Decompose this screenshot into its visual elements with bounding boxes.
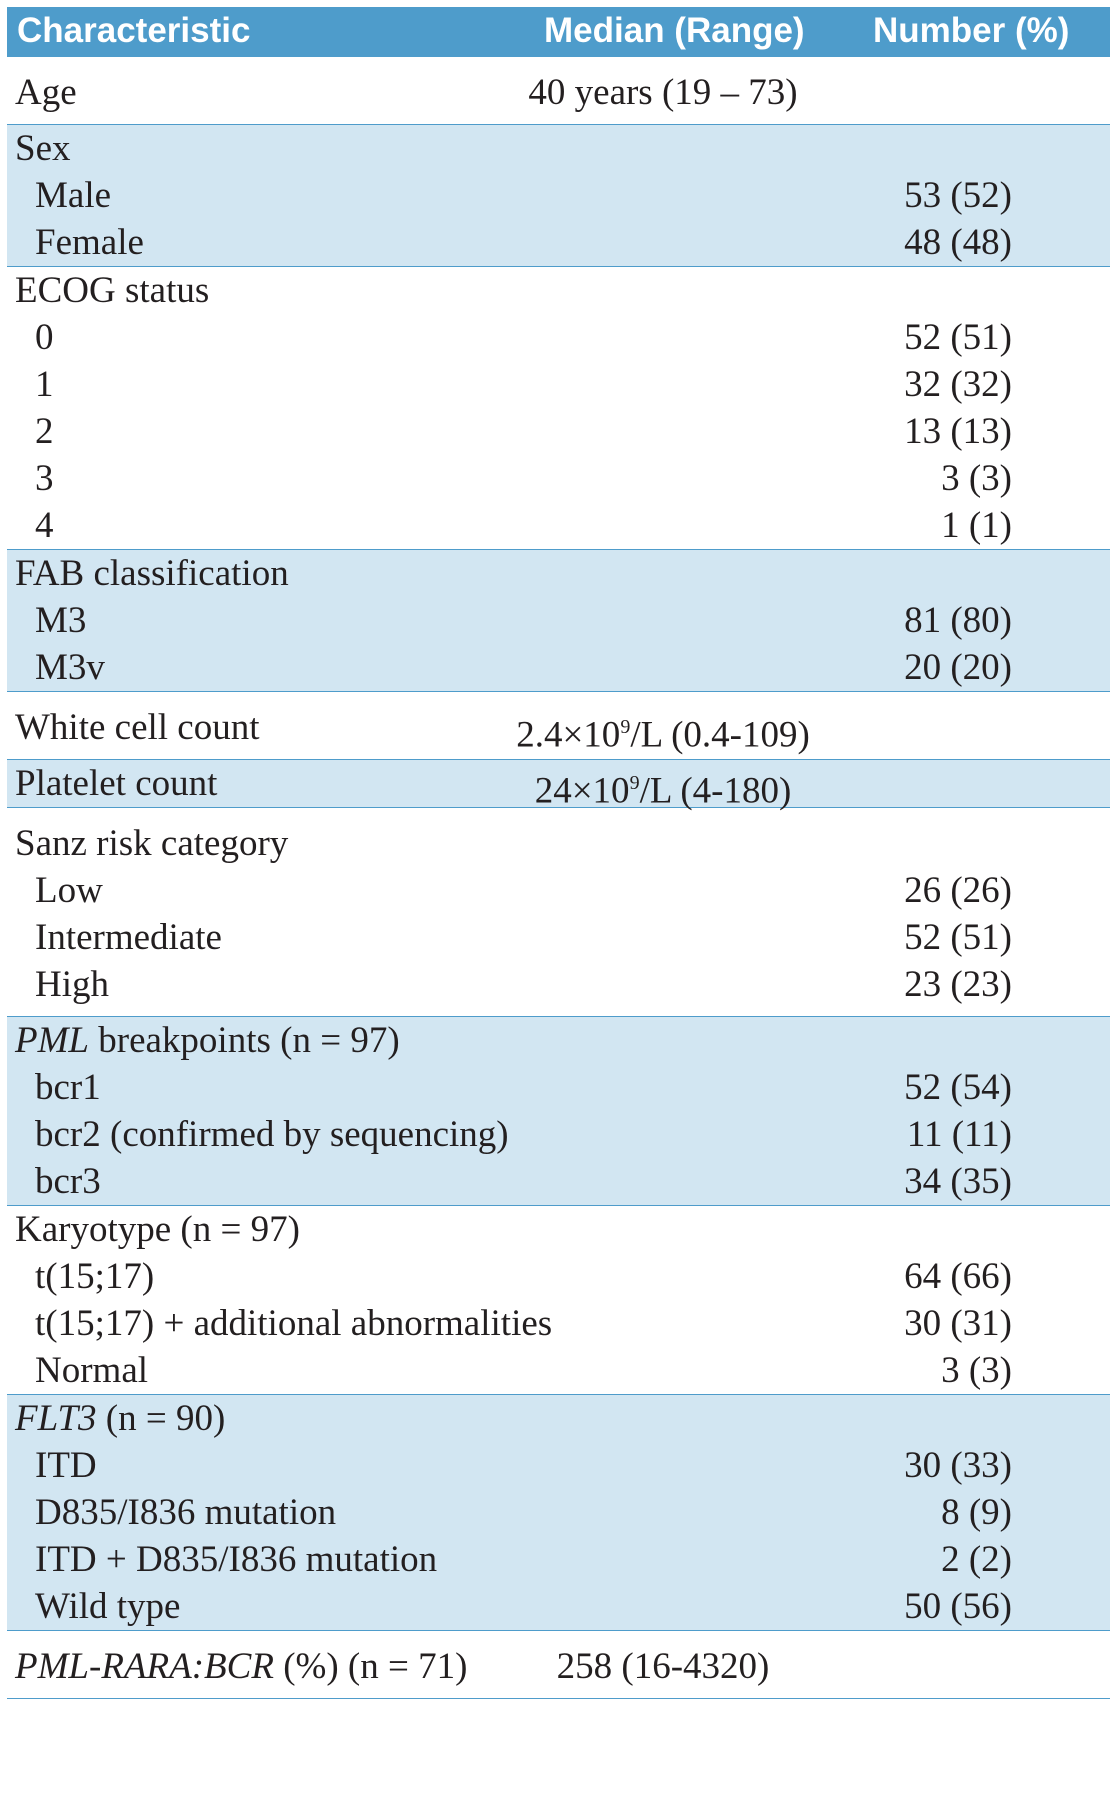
table-row xyxy=(7,1253,1110,1300)
row-label: ITD xyxy=(35,1445,97,1486)
row-label: D835/I836 mutation xyxy=(35,1492,337,1533)
table-row xyxy=(7,219,1110,266)
row-number: 50 (56) xyxy=(904,1586,1012,1627)
table-row xyxy=(7,550,1110,597)
row-median: 40 years (19 – 73) xyxy=(528,72,798,113)
row-number: 52 (51) xyxy=(904,317,1012,358)
age-block xyxy=(7,57,1110,125)
table-row xyxy=(7,408,1110,455)
row-label: White cell count xyxy=(15,707,260,748)
row-label: ITD + D835/I836 mutation xyxy=(35,1539,438,1580)
row-label: t(15;17) + additional abnormalities xyxy=(35,1303,553,1344)
row-label: t(15;17) xyxy=(35,1256,155,1297)
table-row xyxy=(7,597,1110,644)
flt3-block xyxy=(7,1395,1110,1631)
row-number: 13 (13) xyxy=(904,411,1012,452)
row-label: 2 xyxy=(35,411,54,452)
table-row xyxy=(7,455,1110,502)
characteristics-table xyxy=(7,7,1110,1699)
table-row xyxy=(7,644,1110,691)
row-label: bcr1 xyxy=(35,1067,101,1108)
table-row xyxy=(7,361,1110,408)
table-row xyxy=(7,1300,1110,1347)
row-label: Male xyxy=(35,175,112,216)
table-row xyxy=(7,314,1110,361)
table-row xyxy=(7,704,1110,756)
row-number: 34 (35) xyxy=(904,1161,1012,1202)
row-label: 0 xyxy=(35,317,54,358)
table-row xyxy=(7,1442,1110,1489)
row-label: 1 xyxy=(35,364,54,405)
table-row xyxy=(7,125,1110,172)
table-row xyxy=(7,1347,1110,1394)
table-row xyxy=(7,1583,1110,1630)
row-label: High xyxy=(35,964,109,1005)
row-number: 11 (11) xyxy=(906,1114,1012,1155)
platelet-block xyxy=(7,760,1110,812)
row-label: Karyotype (n = 97) xyxy=(15,1209,300,1250)
row-number: 3 (3) xyxy=(941,458,1012,499)
row-label: Platelet count xyxy=(15,763,218,804)
table-row xyxy=(7,867,1110,914)
header-characteristic: Characteristic xyxy=(17,11,251,50)
row-label: FLT3 (n = 90) xyxy=(15,1398,226,1439)
row-label: Wild type xyxy=(35,1586,181,1627)
row-label: M3v xyxy=(35,647,105,688)
table-row xyxy=(7,1206,1110,1253)
table-row xyxy=(7,1395,1110,1442)
row-number: 26 (26) xyxy=(904,870,1012,911)
table-row xyxy=(7,760,1110,812)
table-row xyxy=(7,1643,1110,1690)
row-number: 8 (9) xyxy=(941,1492,1012,1533)
header-median-range: Median (Range) xyxy=(544,11,805,50)
row-number: 20 (20) xyxy=(904,647,1012,688)
row-label: PML breakpoints (n = 97) xyxy=(15,1020,400,1061)
row-number: 1 (1) xyxy=(941,505,1012,546)
row-label: Sex xyxy=(15,128,71,169)
row-label: Female xyxy=(35,222,144,263)
table-row xyxy=(7,502,1110,549)
row-label: bcr3 xyxy=(35,1161,101,1202)
ecog-block xyxy=(7,267,1110,550)
table-row xyxy=(7,69,1110,116)
row-number: 3 (3) xyxy=(941,1350,1012,1391)
row-label: 3 xyxy=(35,458,54,499)
row-number: 52 (51) xyxy=(904,917,1012,958)
row-median: 258 (16-4320) xyxy=(556,1646,770,1687)
table-row xyxy=(7,914,1110,961)
row-number: 32 (32) xyxy=(904,364,1012,405)
row-label: Normal xyxy=(35,1350,149,1391)
row-label: ECOG status xyxy=(15,270,210,311)
table-row xyxy=(7,267,1110,314)
fab-block xyxy=(7,550,1110,692)
table-row xyxy=(7,1158,1110,1205)
pml-block xyxy=(7,1017,1110,1206)
wcc-block xyxy=(7,692,1110,760)
karyotype-block xyxy=(7,1206,1110,1395)
row-label: Intermediate xyxy=(35,917,222,958)
table-row xyxy=(7,1536,1110,1583)
row-number: 64 (66) xyxy=(904,1256,1012,1297)
row-label: Low xyxy=(35,870,103,911)
row-label: FAB classification xyxy=(15,553,289,594)
row-number: 52 (54) xyxy=(904,1067,1012,1108)
row-number: 48 (48) xyxy=(904,222,1012,263)
table-row xyxy=(7,1064,1110,1111)
sex-block xyxy=(7,125,1110,267)
row-number: 2 (2) xyxy=(941,1539,1012,1580)
row-number: 30 (31) xyxy=(904,1303,1012,1344)
table-row xyxy=(7,172,1110,219)
row-label: Age xyxy=(15,72,77,113)
row-number: 23 (23) xyxy=(904,964,1012,1005)
table-row xyxy=(7,1017,1110,1064)
table-row xyxy=(7,820,1110,867)
table-row xyxy=(7,1489,1110,1536)
row-number: 53 (52) xyxy=(904,175,1012,216)
row-label: bcr2 (confirmed by sequencing) xyxy=(35,1114,509,1155)
row-number: 30 (33) xyxy=(904,1445,1012,1486)
table-row xyxy=(7,961,1110,1008)
row-label: 4 xyxy=(35,505,54,546)
sanz-block xyxy=(7,808,1110,1017)
pml-rara-block xyxy=(7,1631,1110,1699)
row-label: Sanz risk category xyxy=(15,823,289,864)
row-median: $24\times 10^9/L$ (4-180) xyxy=(534,770,792,812)
row-label: PML-RARA:BCR (%) (n = 71) xyxy=(15,1646,468,1687)
table-header xyxy=(7,7,1110,57)
row-number: 81 (80) xyxy=(904,600,1012,641)
row-label: M3 xyxy=(35,600,87,641)
header-number-percent: Number (%) xyxy=(873,11,1070,50)
table-row xyxy=(7,1111,1110,1158)
row-median: $2.4\times 10^9/L$ (0.4-109) xyxy=(516,714,810,756)
